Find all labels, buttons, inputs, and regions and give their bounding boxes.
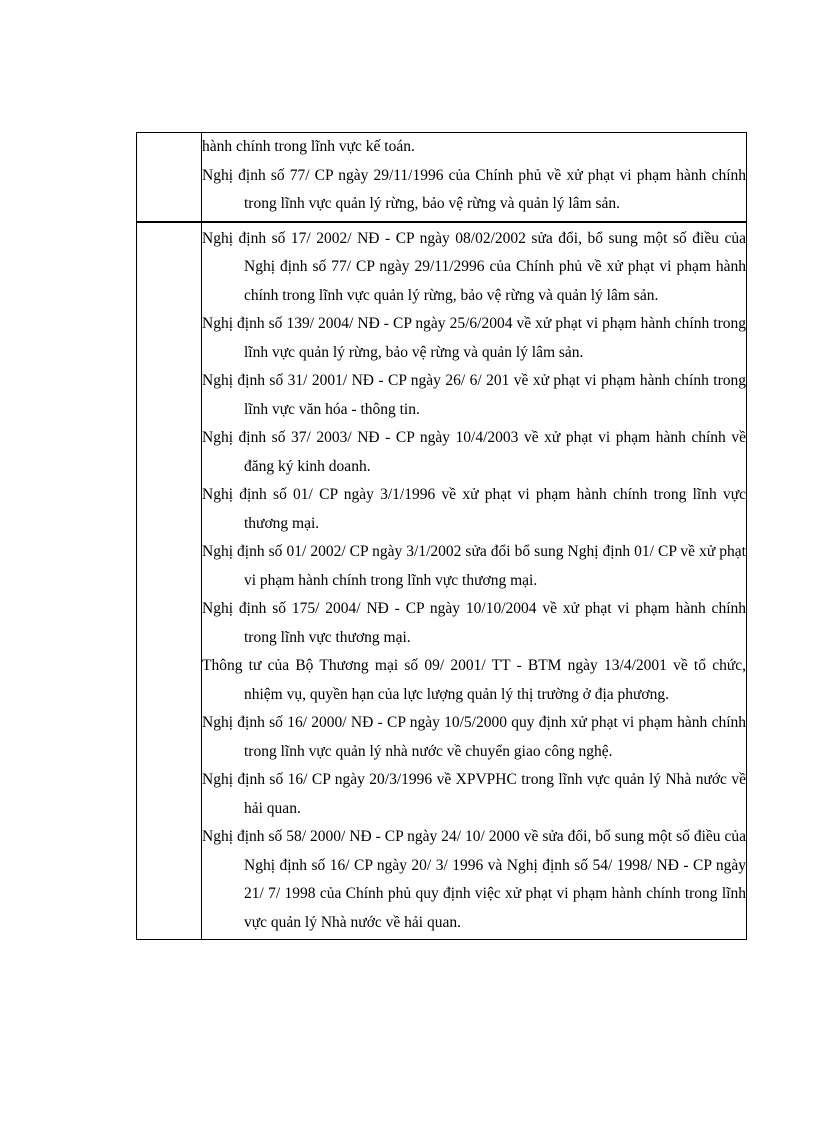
list-item: Thông tư của Bộ Thương mại số 09/ 2001/ TT - BTM ngày 13/4/2001 về tổ chức, nhiệm vụ, quyền hạn của lực lượng quản lý thị trường ở địa phương. <box>202 657 746 703</box>
list-item: Nghị định số 17/ 2002/ NĐ - CP ngày 08/02/2002 sửa đổi, bổ sung một số điều của Nghị định số 77/ CP ngày 29/11/2996 của Chính phủ về xử phạt vi phạm hành chính trong lĩnh vực quản lý rừng, bảo vệ rừng và quản lý lâm sản. <box>202 229 746 304</box>
list-item: Nghị định số 175/ 2004/ NĐ - CP ngày 10/10/2004 về xử phạt vi phạm hành chính trong lĩnh vực thương mại. <box>202 600 746 646</box>
table-cell-right <box>202 133 747 222</box>
list-item: Nghị định số 16/ 2000/ NĐ - CP ngày 10/5/2000 quy định xử phạt vi phạm hành chính trong lĩnh vực quản lý nhà nước về chuyển giao công nghệ. <box>202 714 746 760</box>
legal-documents-table <box>136 132 747 940</box>
list-item: Nghị định số 77/ CP ngày 29/11/1996 của Chính phủ về xử phạt vi phạm hành chính trong lĩnh vực quản lý rừng, bảo vệ rừng và quản lý lâm sản. <box>202 166 746 212</box>
table-row <box>137 133 747 222</box>
list-item: Nghị định số 31/ 2001/ NĐ - CP ngày 26/ 6/ 201 về xử phạt vi phạm hành chính trong lĩnh vực văn hóa - thông tin. <box>202 372 746 418</box>
list-item: Nghị định số 16/ CP ngày 20/3/1996 về XPVPHC trong lĩnh vực quản lý Nhà nước về hải quan. <box>202 771 746 817</box>
list-item: Nghị định số 01/ CP ngày 3/1/1996 về xử phạt vi phạm hành chính trong lĩnh vực thương mại. <box>202 486 746 532</box>
list-item: Nghị định số 37/ 2003/ NĐ - CP ngày 10/4/2003 về xử phạt vi phạm hành chính về đăng ký kinh doanh. <box>202 429 746 475</box>
table-cell-right <box>202 222 747 940</box>
table-row <box>137 222 747 940</box>
table-cell-left <box>137 133 202 222</box>
list-item: Nghị định số 58/ 2000/ NĐ - CP ngày 24/ 10/ 2000 về sửa đổi, bổ sung một số điều của Nghị định số 16/ CP ngày 20/ 3/ 1996 và Nghị định số 54/ 1998/ NĐ - CP ngày 21/ 7/ 1998 của Chính phủ quy định việc xử phạt vi phạm hành chính trong lĩnh vực quản lý Nhà nước về hải quan. <box>202 828 746 931</box>
list-item: Nghị định số 01/ 2002/ CP ngày 3/1/2002 sửa đổi bổ sung Nghị định 01/ CP về xử phạt vi phạm hành chính trong lĩnh vực thương mại. <box>202 543 746 589</box>
continuation-text: hành chính trong lĩnh vực kế toán. <box>202 138 415 155</box>
list-item: Nghị định số 139/ 2004/ NĐ - CP ngày 25/6/2004 về xử phạt vi phạm hành chính trong lĩnh vực quản lý rừng, bảo vệ rừng và quản lý lâm sản. <box>202 315 746 361</box>
table-cell-left <box>137 222 202 940</box>
